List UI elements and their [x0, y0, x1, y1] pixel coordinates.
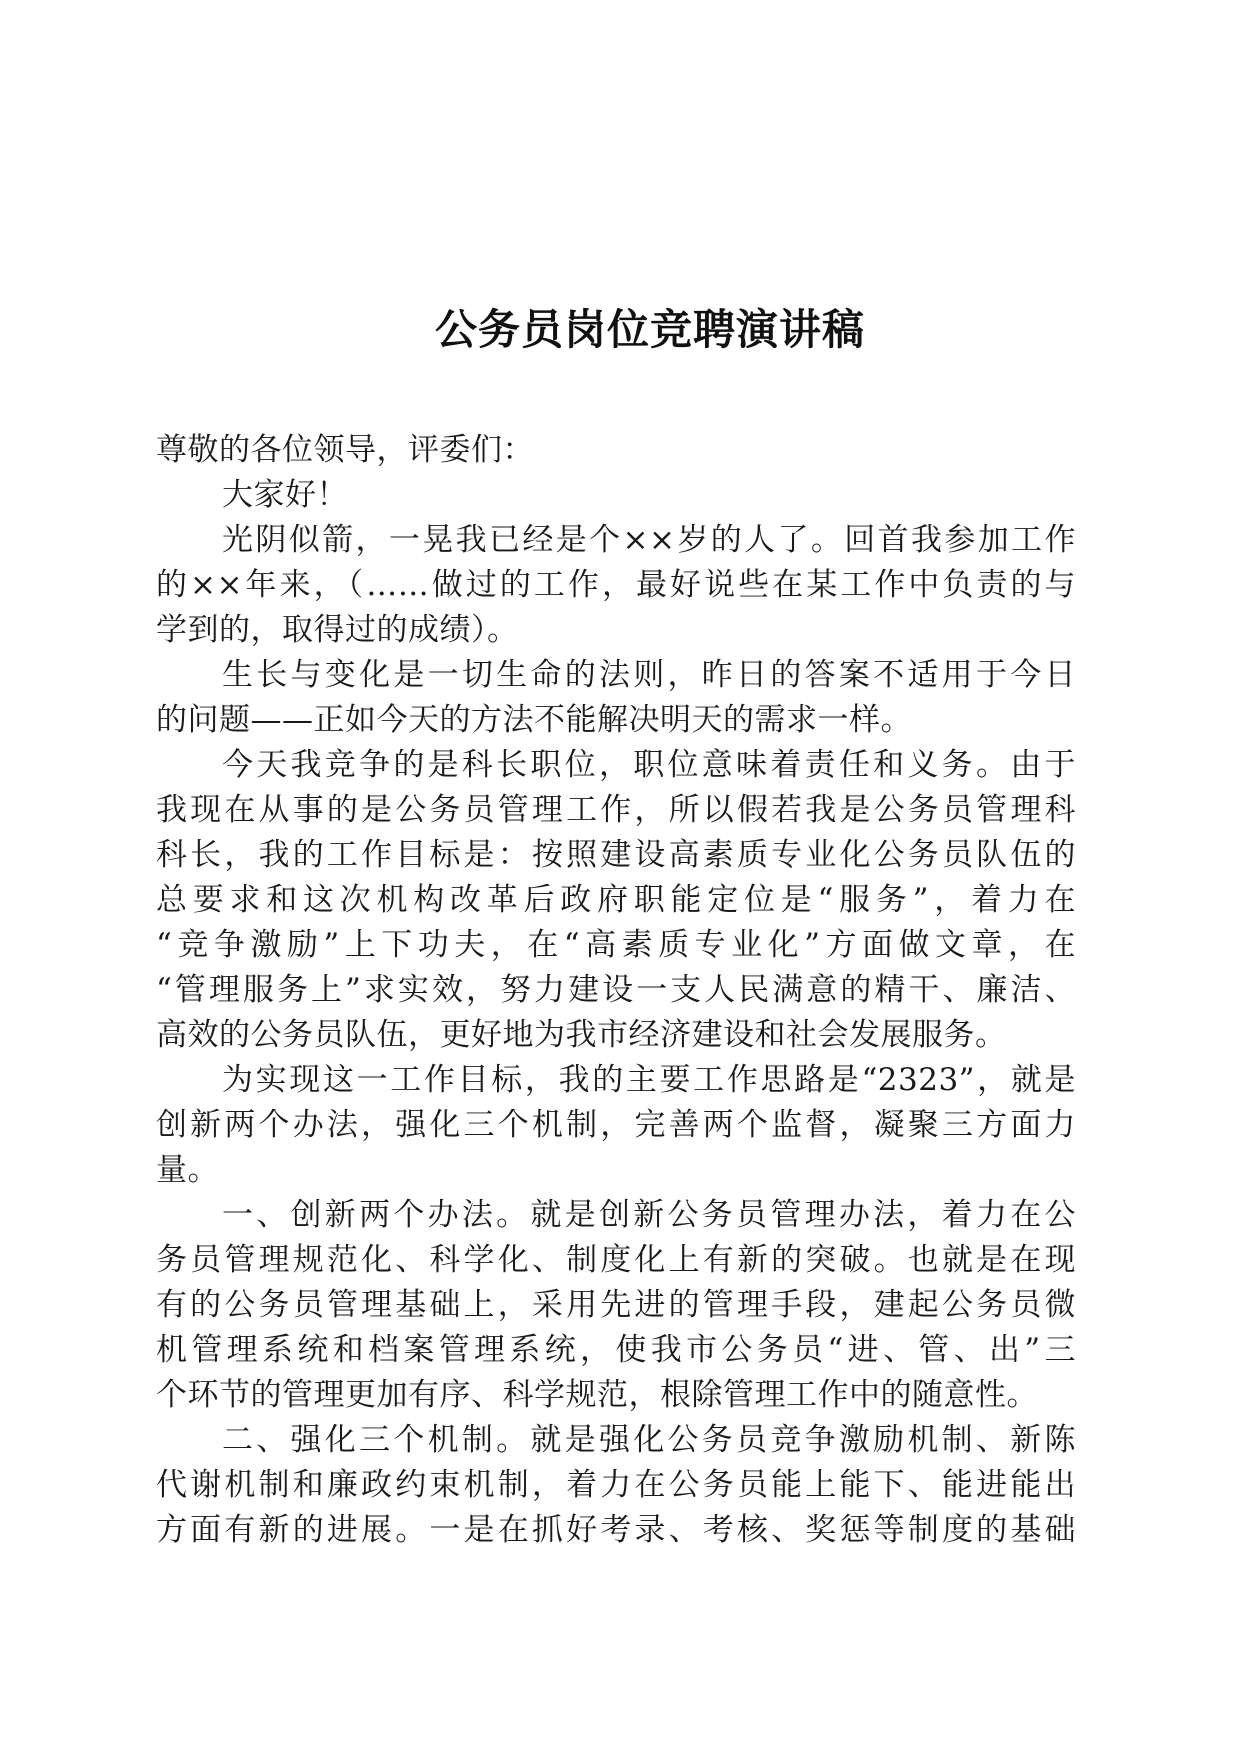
text-line: 我现在从事的是公务员管理工作，所以假若我是公务员管理科 — [156, 792, 1076, 828]
text-line: 总要求和这次机构改革后政府职能定位是“服务”，着力在 — [156, 882, 1076, 918]
text-line: “竞争激励”上下功夫，在“高素质专业化”方面做文章，在 — [156, 927, 1076, 963]
text-line: 创新两个办法，强化三个机制，完善两个监督，凝聚三方面力 — [156, 1107, 1076, 1143]
text-line: 尊敬的各位领导，评委们： — [156, 432, 534, 468]
text-line: 务员管理规范化、科学化、制度化上有新的突破。也就是在现 — [156, 1242, 1076, 1278]
text-line: 大家好！ — [222, 477, 348, 513]
document-title: 公务员岗位竞聘演讲稿 — [434, 305, 865, 354]
text-line: 今天我竞争的是科长职位，职位意味着责任和义务。由于 — [222, 747, 1076, 783]
text-line: 的问题——正如今天的方法不能解决明天的需求一样。 — [156, 702, 912, 738]
text-line: 量。 — [156, 1152, 219, 1188]
text-line: 生长与变化是一切生命的法则，昨日的答案不适用于今日 — [222, 657, 1076, 693]
text-line: 方面有新的进展。一是在抓好考录、考核、奖惩等制度的基础 — [156, 1512, 1076, 1548]
document-body — [156, 428, 1076, 1553]
text-line: 机管理系统和档案管理系统，使我市公务员“进、管、出”三 — [156, 1332, 1076, 1368]
text-line: 科长，我的工作目标是：按照建设高素质专业化公务员队伍的 — [156, 837, 1076, 873]
text-line: 的××年来，（……做过的工作，最好说些在某工作中负责的与 — [156, 567, 1076, 603]
text-line: 学到的，取得过的成绩）。 — [156, 612, 519, 648]
text-line: 个环节的管理更加有序、科学规范，根除管理工作中的随意性。 — [156, 1377, 1038, 1413]
text-line: 一、创新两个办法。就是创新公务员管理办法，着力在公 — [222, 1197, 1076, 1233]
text-line: 二、强化三个机制。就是强化公务员竞争激励机制、新陈 — [222, 1422, 1076, 1458]
text-line: “管理服务上”求实效，努力建设一支人民满意的精干、廉洁、 — [156, 972, 1076, 1008]
text-line: 高效的公务员队伍，更好地为我市经济建设和社会发展服务。 — [156, 1017, 1007, 1053]
text-line: 代谢机制和廉政约束机制，着力在公务员能上能下、能进能出 — [156, 1467, 1076, 1503]
text-line: 为实现这一工作目标，我的主要工作思路是“2323”，就是 — [222, 1062, 1076, 1098]
text-line: 光阴似箭，一晃我已经是个××岁的人了。回首我参加工作 — [222, 522, 1076, 558]
text-line: 有的公务员管理基础上，采用先进的管理手段，建起公务员微 — [156, 1287, 1076, 1323]
